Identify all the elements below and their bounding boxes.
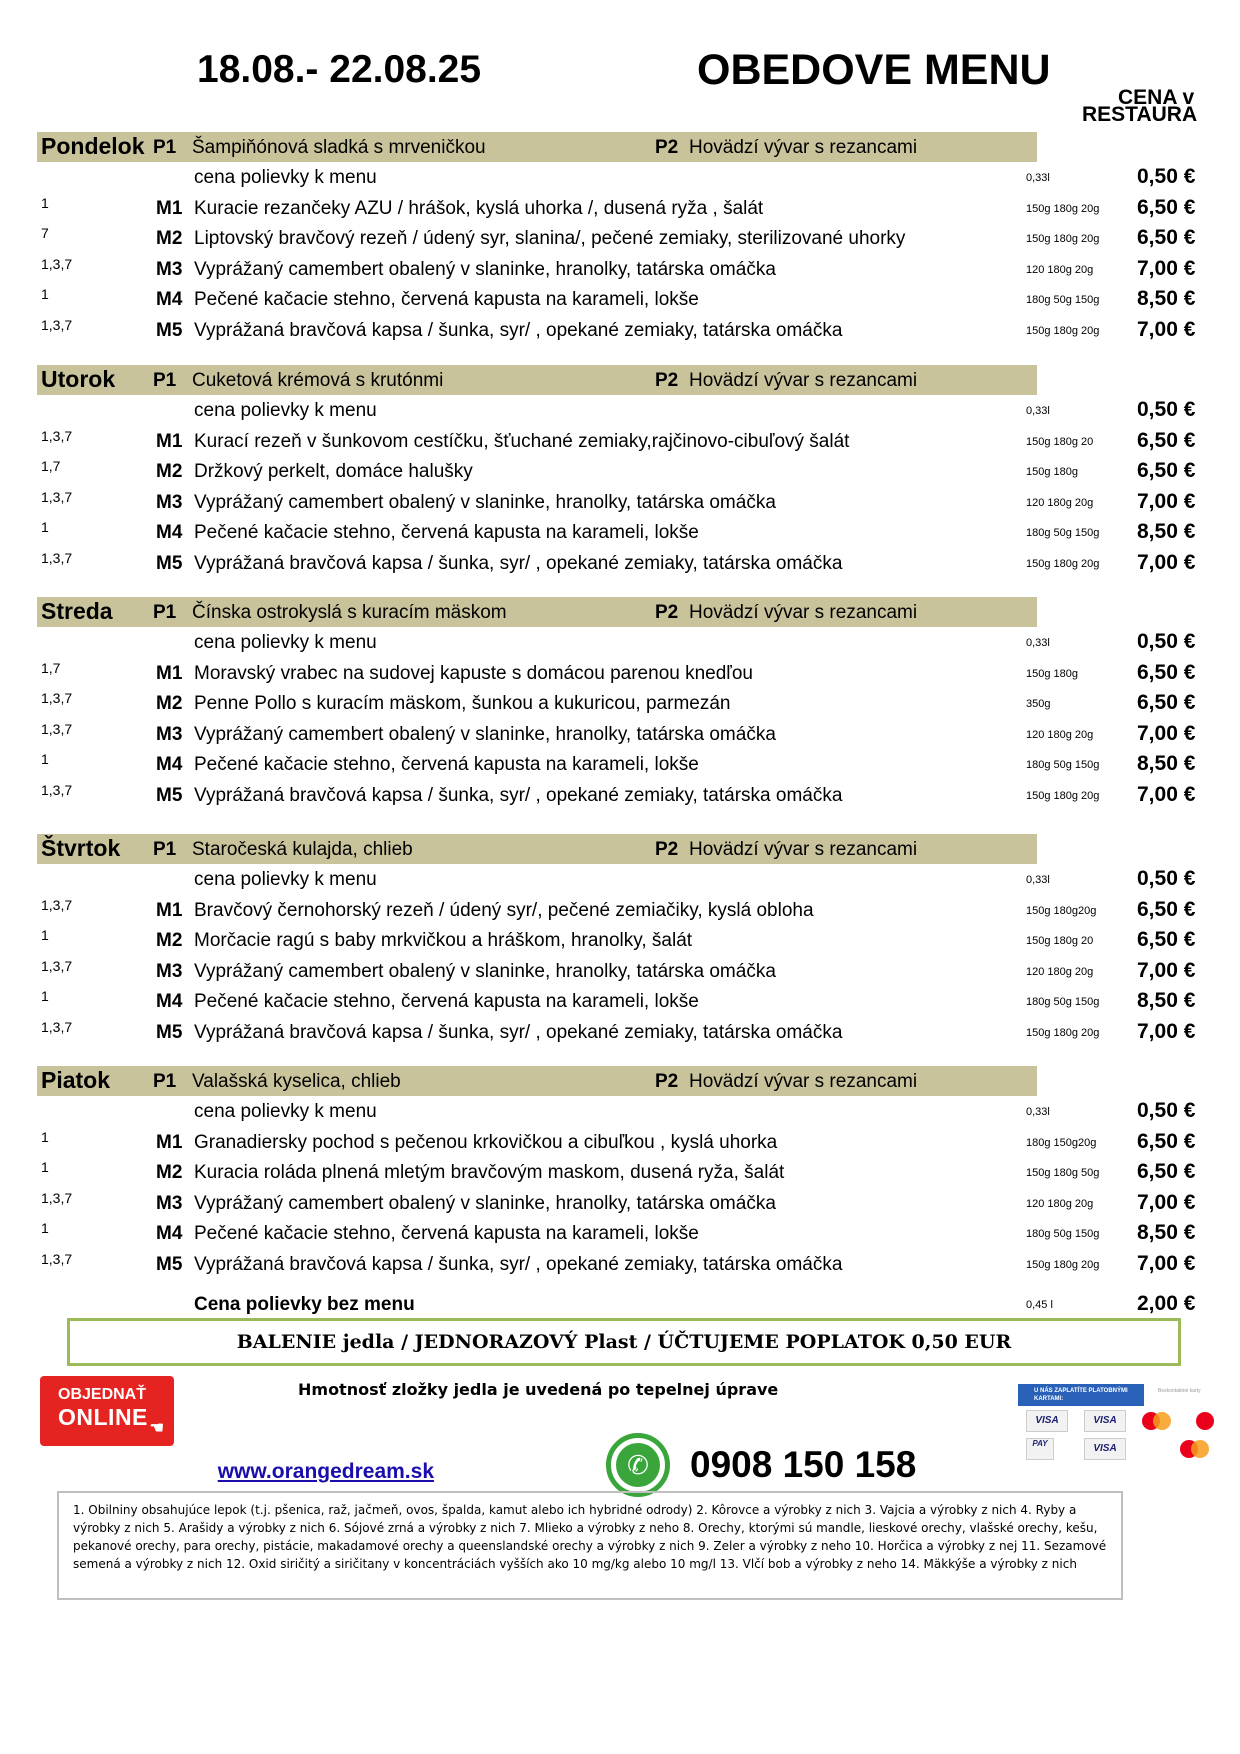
menu-item-code: M1 — [156, 430, 183, 452]
soup-1-name: Staročeská kulajda, chlieb — [192, 839, 413, 860]
day-section — [37, 132, 1207, 346]
menu-item-price: 6,50 € — [1137, 195, 1196, 219]
menu-item-price: 0,50 € — [1137, 1099, 1196, 1122]
allergen-codes: 1,7 — [41, 458, 61, 475]
menu-item-name: Moravský vrabec na sudovej kapuste s domácou parenou knedľou — [194, 662, 753, 684]
menu-item-weight: 120 180g 20g — [1026, 728, 1094, 741]
packaging-notice: BALENIE jedla / JEDNORAZOVÝ Plast / ÚČTUJEME POPLATOK 0,50 EUR — [67, 1318, 1181, 1366]
soup-2-name: Hovädzí vývar s rezancami — [689, 839, 918, 860]
menu-item-price: 8,50 € — [1137, 1221, 1196, 1245]
menu-item-price: 6,50 € — [1137, 691, 1196, 715]
menu-item-code: M4 — [156, 1223, 183, 1245]
allergen-codes: 1,3,7 — [41, 255, 73, 272]
soup-1-name: Šampiňónová sladká s mrveničkou — [192, 137, 486, 158]
menu-item-name: Vyprážaná bravčová kapsa / šunka, syr/ , opekané zemiaky, tatárska omáčka — [194, 319, 843, 341]
menu-item-price: 8,50 € — [1137, 287, 1196, 311]
allergen-legend: 1. Obilniny obsahujúce lepok (t.j. pšenica, raž, jačmeň, ovos, špalda, kamut alebo ich hybridné odrody) 2. Kôrovce a výrobky z nich 3. Vajcia a výrobky z nich 4. Ryby a výrobky z nich 5. Arašidy a výrobky z nich 6. Sójové zrná a výrobky z nich 7. Mlieko a výrobky z neho 8. Orechy, ktorými sú mandle, lieskové orechy, vlašské orechy, kešu, pekanové orechy, para orechy, pistácie, makadamové orechy a queenslandské orechy a výrobky z nich 9. Zeler a výrobky z neho 10. Horčica a výrobky z nej 11. Sezamové semená a výrobky z nich 12. Oxid siričitý a siričitany v koncentráciách vyšších ako 10 mg/kg alebo 10 mg/l 13. Vlčí bob a výrobky z neho 14. Mäkkýše a výrobky z nich — [57, 1491, 1123, 1600]
vpay-logo: PAY — [1026, 1438, 1054, 1460]
menu-item-row — [37, 895, 1207, 926]
menu-item-weight: 120 180g 20g — [1026, 496, 1094, 509]
menu-item-weight: 0,33l — [1026, 405, 1050, 417]
menu-item-row — [37, 1157, 1207, 1188]
menu-item-name: cena polievky k menu — [194, 400, 377, 421]
menu-item-row — [37, 986, 1207, 1017]
day-section — [37, 597, 1207, 811]
menu-item-name: Morčacie ragú s baby mrkvičkou a hráškom, hranolky, šalát — [194, 930, 693, 952]
soup-2-code: P2 — [655, 370, 679, 391]
menu-item-name: Vyprážaný camembert obalený v slaninke, hranolky, tatárska omáčka — [194, 491, 776, 513]
menu-item-name: Vyprážaná bravčová kapsa / šunka, syr/ , opekané zemiaky, tatárska omáčka — [194, 1021, 843, 1043]
menu-item-code: M3 — [156, 258, 183, 280]
menu-item-weight: 0,33l — [1026, 1106, 1050, 1118]
menu-item-name: Vyprážaný camembert obalený v slaninke, hranolky, tatárska omáčka — [194, 1192, 776, 1214]
allergen-codes: 1,3,7 — [41, 1189, 73, 1206]
soup-without-menu-label: Cena polievky bez menu — [194, 1294, 415, 1315]
menu-item-name: cena polievky k menu — [194, 1101, 377, 1122]
menu-item-weight: 150g 180g 20g — [1026, 202, 1100, 215]
day-section — [37, 834, 1207, 1048]
menu-item-name: Vyprážaná bravčová kapsa / šunka, syr/ , opekané zemiaky, tatárska omáčka — [194, 552, 843, 574]
allergen-codes: 1 — [41, 519, 49, 536]
soup-1-code: P1 — [153, 602, 177, 623]
soup-price-row — [37, 1096, 1207, 1127]
soup-1-name: Čínska ostrokyslá s kuracím mäskom — [192, 602, 507, 623]
day-header — [37, 834, 1037, 864]
menu-item-name: Pečené kačacie stehno, červená kapusta na karameli, lokše — [194, 522, 699, 544]
date-range: 18.08.- 22.08.25 — [197, 48, 482, 91]
menu-item-price: 6,50 € — [1137, 928, 1196, 952]
soup-2-code: P2 — [655, 137, 679, 158]
pointing-hand-icon: ☚ — [149, 1420, 164, 1437]
menu-item-row — [37, 548, 1207, 579]
menu-item-price: 6,50 € — [1137, 897, 1196, 921]
menu-item-row — [37, 254, 1207, 285]
allergen-codes: 1 — [41, 1220, 49, 1237]
day-header — [37, 365, 1037, 395]
menu-item-name: Vyprážaný camembert obalený v slaninke, hranolky, tatárska omáčka — [194, 258, 776, 280]
menu-item-weight: 150g 180g 20 — [1026, 435, 1094, 448]
menu-item-name: Liptovský bravčový rezeň / údený syr, slanina/, pečené zemiaky, sterilizované uhorky — [194, 228, 906, 250]
soup-2-code: P2 — [655, 1071, 679, 1092]
day-name: Piatok — [41, 1067, 111, 1093]
menu-item-price: 7,00 € — [1137, 317, 1196, 341]
menu-item-weight: 180g 50g 150g — [1026, 294, 1100, 307]
menu-item-row — [37, 749, 1207, 780]
menu-item-price: 0,50 € — [1137, 165, 1196, 188]
soup-1-code: P1 — [153, 137, 177, 158]
menu-item-price: 0,50 € — [1137, 630, 1196, 653]
menu-item-name: Pečené kačacie stehno, červená kapusta na karameli, lokše — [194, 991, 699, 1013]
day-section — [37, 1066, 1207, 1280]
menu-item-code: M2 — [156, 930, 183, 952]
soup-without-menu-price: 2,00 € — [1137, 1292, 1196, 1315]
menu-item-name: cena polievky k menu — [194, 632, 377, 653]
menu-item-weight: 150g 180g — [1026, 466, 1078, 479]
payment-cards-banner: U NÁS ZAPLATÍTE PLATOBNÝMI KARTAMI: — [1018, 1384, 1144, 1406]
allergen-codes: 1,3,7 — [41, 781, 73, 798]
mastercard-logo — [1194, 1410, 1228, 1432]
menu-item-code: M3 — [156, 491, 183, 513]
menu-item-weight: 150g 180g 20g — [1026, 324, 1100, 337]
page-title: OBEDOVE MENU — [697, 46, 1051, 94]
menu-item-code: M2 — [156, 461, 183, 483]
menu-item-code: M4 — [156, 522, 183, 544]
allergen-codes: 7 — [41, 225, 49, 242]
soup-2-name: Hovädzí vývar s rezancami — [689, 602, 918, 623]
menu-item-code: M1 — [156, 662, 183, 684]
menu-item-name: Kuracia roláda plnená mletým bravčovým maskom, dusená ryža, šalát — [194, 1162, 785, 1184]
menu-item-code: M4 — [156, 754, 183, 776]
soup-price-row — [37, 395, 1207, 426]
menu-item-row — [37, 1017, 1207, 1048]
allergen-codes: 1,3,7 — [41, 720, 73, 737]
phone-icon: ✆ — [606, 1433, 670, 1497]
menu-item-code: M1 — [156, 899, 183, 921]
menu-item-weight: 150g 180g 20g — [1026, 557, 1100, 570]
menu-item-code: M2 — [156, 693, 183, 715]
menu-item-row — [37, 719, 1207, 750]
mastercard-logo-2 — [1178, 1438, 1212, 1460]
allergen-codes: 1 — [41, 1128, 49, 1145]
menu-item-code: M2 — [156, 1162, 183, 1184]
menu-item-code: M1 — [156, 1131, 183, 1153]
menu-item-price: 0,50 € — [1137, 867, 1196, 890]
menu-item-row — [37, 1218, 1207, 1249]
menu-item-row — [37, 925, 1207, 956]
menu-item-row — [37, 223, 1207, 254]
menu-item-weight: 180g 150g20g — [1026, 1136, 1097, 1149]
soup-2-code: P2 — [655, 839, 679, 860]
soup-2-name: Hovädzí vývar s rezancami — [689, 137, 918, 158]
menu-item-row — [37, 315, 1207, 346]
menu-item-weight: 150g 180g 20 — [1026, 935, 1094, 948]
menu-item-price: 8,50 € — [1137, 989, 1196, 1013]
menu-item-name: cena polievky k menu — [194, 869, 377, 890]
menu-item-code: M2 — [156, 228, 183, 250]
menu-item-weight: 150g 180g 50g — [1026, 1167, 1100, 1180]
menu-item-weight: 0,33l — [1026, 637, 1050, 649]
menu-item-name: Bravčový černohorský rezeň / údený syr/, pečené zemiačiky, kyslá obloha — [194, 899, 814, 921]
menu-item-name: Kuracie rezančeky AZU / hrášok, kyslá uhorka /, dusená ryža , šalát — [194, 197, 764, 219]
soup-2-name: Hovädzí vývar s rezancami — [689, 370, 918, 391]
menu-item-name: Vyprážaná bravčová kapsa / šunka, syr/ , opekané zemiaky, tatárska omáčka — [194, 784, 843, 806]
menu-item-code: M1 — [156, 197, 183, 219]
menu-item-code: M5 — [156, 319, 183, 341]
menu-item-price: 7,00 € — [1137, 958, 1196, 982]
menu-item-weight: 350g — [1026, 698, 1051, 711]
menu-item-name: Pečené kačacie stehno, červená kapusta na karameli, lokše — [194, 289, 699, 311]
menu-item-code: M5 — [156, 1021, 183, 1043]
allergen-codes: 1 — [41, 194, 49, 211]
order-online-line1: OBJEDNAŤ — [58, 1386, 147, 1403]
menu-item-price: 7,00 € — [1137, 1019, 1196, 1043]
menu-item-price: 8,50 € — [1137, 752, 1196, 776]
menu-item-name: Držkový perkelt, domáce halušky — [194, 461, 473, 483]
day-name: Štvrtok — [41, 835, 121, 861]
soup-2-name: Hovädzí vývar s rezancami — [689, 1071, 918, 1092]
soup-2-code: P2 — [655, 602, 679, 623]
menu-item-price: 7,00 € — [1137, 721, 1196, 745]
menu-item-weight: 150g 180g 20g — [1026, 233, 1100, 246]
menu-item-row — [37, 193, 1207, 224]
menu-item-weight: 120 180g 20g — [1026, 263, 1094, 276]
menu-item-code: M3 — [156, 1192, 183, 1214]
allergen-codes: 1 — [41, 286, 49, 303]
menu-item-price: 0,50 € — [1137, 398, 1196, 421]
menu-item-price: 7,00 € — [1137, 1190, 1196, 1214]
visa-logo: VISA — [1026, 1410, 1068, 1432]
menu-item-name: Pečené kačacie stehno, červená kapusta na karameli, lokše — [194, 1223, 699, 1245]
menu-item-weight: 150g 180g20g — [1026, 904, 1097, 917]
allergen-codes: 1 — [41, 927, 49, 944]
menu-item-row — [37, 688, 1207, 719]
menu-item-row — [37, 487, 1207, 518]
menu-item-row — [37, 517, 1207, 548]
visa-logo-2: VISA — [1084, 1438, 1126, 1460]
menu-item-name: Vyprážaný camembert obalený v slaninke, hranolky, tatárska omáčka — [194, 723, 776, 745]
menu-item-row — [37, 426, 1207, 457]
visa-electron-logo: VISA — [1084, 1410, 1126, 1432]
menu-item-weight: 180g 50g 150g — [1026, 527, 1100, 540]
menu-item-row — [37, 1188, 1207, 1219]
website-link[interactable]: www.orangedream.sk — [217, 1460, 434, 1483]
weight-note: Hmotnosť zložky jedla je uvedená po tepelnej úprave — [298, 1380, 779, 1399]
soup-1-name: Cuketová krémová s krutónmi — [192, 370, 444, 391]
soup-1-code: P1 — [153, 839, 177, 860]
allergen-codes: 1 — [41, 988, 49, 1005]
menu-item-price: 6,50 € — [1137, 1160, 1196, 1184]
menu-item-code: M4 — [156, 289, 183, 311]
menu-item-name: Vyprážaná bravčová kapsa / šunka, syr/ , opekané zemiaky, tatárska omáčka — [194, 1253, 843, 1275]
soup-1-code: P1 — [153, 370, 177, 391]
menu-item-row — [37, 456, 1207, 487]
menu-item-weight: 0,33l — [1026, 874, 1050, 886]
menu-item-row — [37, 284, 1207, 315]
menu-item-code: M5 — [156, 1253, 183, 1275]
menu-item-price: 6,50 € — [1137, 428, 1196, 452]
allergen-codes: 1 — [41, 751, 49, 768]
day-name: Streda — [41, 598, 113, 624]
soup-1-code: P1 — [153, 1071, 177, 1092]
payment-cards — [1018, 1384, 1218, 1464]
day-header — [37, 1066, 1037, 1096]
menu-item-weight: 150g 180g 20g — [1026, 789, 1100, 802]
menu-item-weight: 180g 50g 150g — [1026, 759, 1100, 772]
order-online-line2: ONLINE — [58, 1404, 148, 1430]
menu-item-price: 7,00 € — [1137, 489, 1196, 513]
menu-item-row — [37, 1249, 1207, 1280]
menu-item-price: 6,50 € — [1137, 1129, 1196, 1153]
allergen-codes: 1,3,7 — [41, 1018, 73, 1035]
menu-item-name: Granadiersky pochod s pečenou krkovičkou a cibuľkou , kyslá uhorka — [194, 1131, 778, 1153]
allergen-codes: 1,3,7 — [41, 896, 73, 913]
menu-item-code: M4 — [156, 991, 183, 1013]
menu-item-weight: 150g 180g 20g — [1026, 1258, 1100, 1271]
menu-item-name: Vyprážaný camembert obalený v slaninke, hranolky, tatárska omáčka — [194, 960, 776, 982]
soup-price-row — [37, 162, 1207, 193]
menu-item-weight: 120 180g 20g — [1026, 965, 1094, 978]
day-section — [37, 365, 1207, 579]
soup-without-menu-row — [37, 1290, 1207, 1320]
menu-item-row — [37, 1127, 1207, 1158]
menu-item-weight: 180g 50g 150g — [1026, 1228, 1100, 1241]
allergen-codes: 1,7 — [41, 659, 61, 676]
menu-item-weight: 0,33l — [1026, 172, 1050, 184]
allergen-codes: 1,3,7 — [41, 427, 73, 444]
menu-item-row — [37, 956, 1207, 987]
allergen-codes: 1,3,7 — [41, 488, 73, 505]
menu-item-code: M3 — [156, 960, 183, 982]
menu-item-price: 7,00 € — [1137, 256, 1196, 280]
soup-price-row — [37, 864, 1207, 895]
order-online-button[interactable] — [40, 1376, 174, 1446]
day-name: Pondelok — [41, 133, 145, 159]
menu-item-price: 7,00 € — [1137, 1251, 1196, 1275]
menu-item-weight: 150g 180g 20g — [1026, 1026, 1100, 1039]
day-name: Utorok — [41, 366, 116, 392]
menu-item-row — [37, 780, 1207, 811]
allergen-codes: 1,3,7 — [41, 1250, 73, 1267]
menu-item-name: Pečené kačacie stehno, červená kapusta na karameli, lokše — [194, 754, 699, 776]
contactless-label: Bezkontaktné karty — [1158, 1388, 1201, 1394]
menu-item-price: 7,00 € — [1137, 782, 1196, 806]
price-column-label-2: RESTAURA — [1082, 105, 1198, 125]
maestro-logo — [1140, 1410, 1174, 1432]
price-column-label: CENA v — [1118, 86, 1195, 109]
menu-item-code: M5 — [156, 784, 183, 806]
menu-item-price: 6,50 € — [1137, 459, 1196, 483]
soup-price-row — [37, 627, 1207, 658]
allergen-codes: 1,3,7 — [41, 549, 73, 566]
day-header — [37, 597, 1037, 627]
phone-number[interactable]: 0908 150 158 — [690, 1444, 917, 1485]
menu-item-code: M3 — [156, 723, 183, 745]
menu-item-price: 7,00 € — [1137, 550, 1196, 574]
menu-item-weight: 150g 180g — [1026, 667, 1078, 680]
menu-item-price: 8,50 € — [1137, 520, 1196, 544]
menu-item-name: cena polievky k menu — [194, 167, 377, 188]
menu-item-weight: 120 180g 20g — [1026, 1197, 1094, 1210]
allergen-codes: 1 — [41, 1159, 49, 1176]
allergen-codes: 1,3,7 — [41, 957, 73, 974]
menu-item-name: Penne Pollo s kuracím mäskom, šunkou a kukuricou, parmezán — [194, 693, 731, 715]
soup-1-name: Valašská kyselica, chlieb — [192, 1071, 401, 1092]
menu-item-code: M5 — [156, 552, 183, 574]
menu-item-name: Kurací rezeň v šunkovom cestíčku, šťuchané zemiaky,rajčinovo-cibuľový šalát — [194, 430, 850, 452]
menu-item-row — [37, 658, 1207, 689]
day-header — [37, 132, 1037, 162]
menu-item-price: 6,50 € — [1137, 226, 1196, 250]
menu-item-price: 6,50 € — [1137, 660, 1196, 684]
allergen-codes: 1,3,7 — [41, 690, 73, 707]
soup-without-menu-volume: 0,45 l — [1026, 1299, 1053, 1311]
allergen-codes: 1,3,7 — [41, 316, 73, 333]
menu-item-weight: 180g 50g 150g — [1026, 996, 1100, 1009]
